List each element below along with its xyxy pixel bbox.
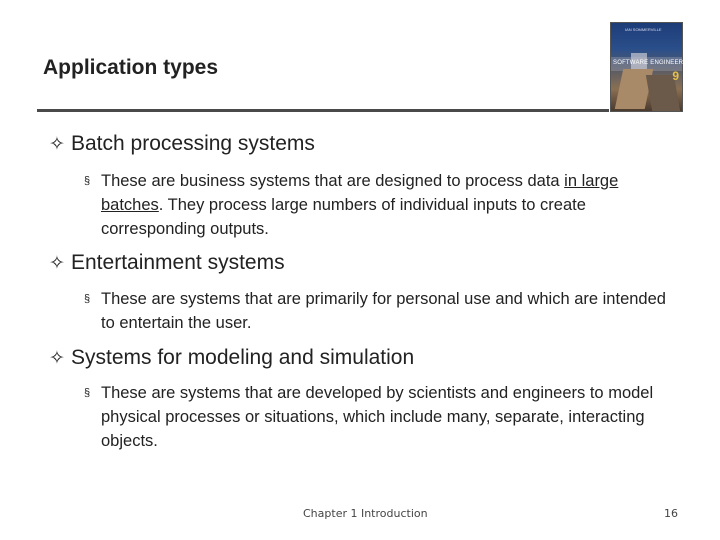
- footer-chapter: Chapter 1 Introduction: [303, 507, 428, 520]
- section-bullet-icon: §: [84, 293, 91, 305]
- cover-title: SOFTWARE ENGINEERING: [613, 60, 695, 66]
- diamond-star-icon: ✧: [49, 253, 65, 274]
- diamond-star-icon: ✧: [49, 134, 65, 155]
- sub-bullet-text: These are systems that are developed by scientists and engineers to model physical processes or situations, which include many, separate, interacting objects.: [101, 384, 654, 450]
- sub-bullet-text: These are business systems that are designed to process data: [101, 172, 565, 190]
- sub-bullet-text: These are systems that are primarily for personal use and which are intended to entertain the user.: [101, 290, 666, 332]
- section-bullet-icon: §: [84, 175, 91, 187]
- sub-bullet-text: . They process large numbers of individual inputs to create corresponding outputs.: [101, 196, 586, 238]
- cover-edition: 9: [672, 69, 679, 83]
- book-cover-image: [610, 22, 695, 112]
- title-underline: [37, 109, 609, 112]
- cover-author: IAN SOMMERVILLE: [625, 27, 662, 32]
- bullet-heading: Entertainment systems: [71, 251, 285, 274]
- footer-page-number: 16: [664, 507, 678, 520]
- slide-title: Application types: [43, 56, 219, 79]
- sub-bullet-batch-processing: [84, 169, 684, 241]
- bullet-modeling-simulation: [49, 346, 414, 370]
- underlined-text: in large batches: [101, 172, 619, 214]
- bullet-heading: Systems for modeling and simulation: [71, 346, 415, 369]
- sub-bullet-entertainment: [84, 287, 684, 335]
- bullet-batch-processing: [49, 132, 315, 156]
- bullet-entertainment: [49, 251, 285, 275]
- sub-bullet-modeling-simulation: [84, 381, 684, 453]
- diamond-star-icon: ✧: [49, 348, 65, 369]
- section-bullet-icon: §: [84, 387, 91, 399]
- bullet-heading: Batch processing systems: [71, 132, 315, 155]
